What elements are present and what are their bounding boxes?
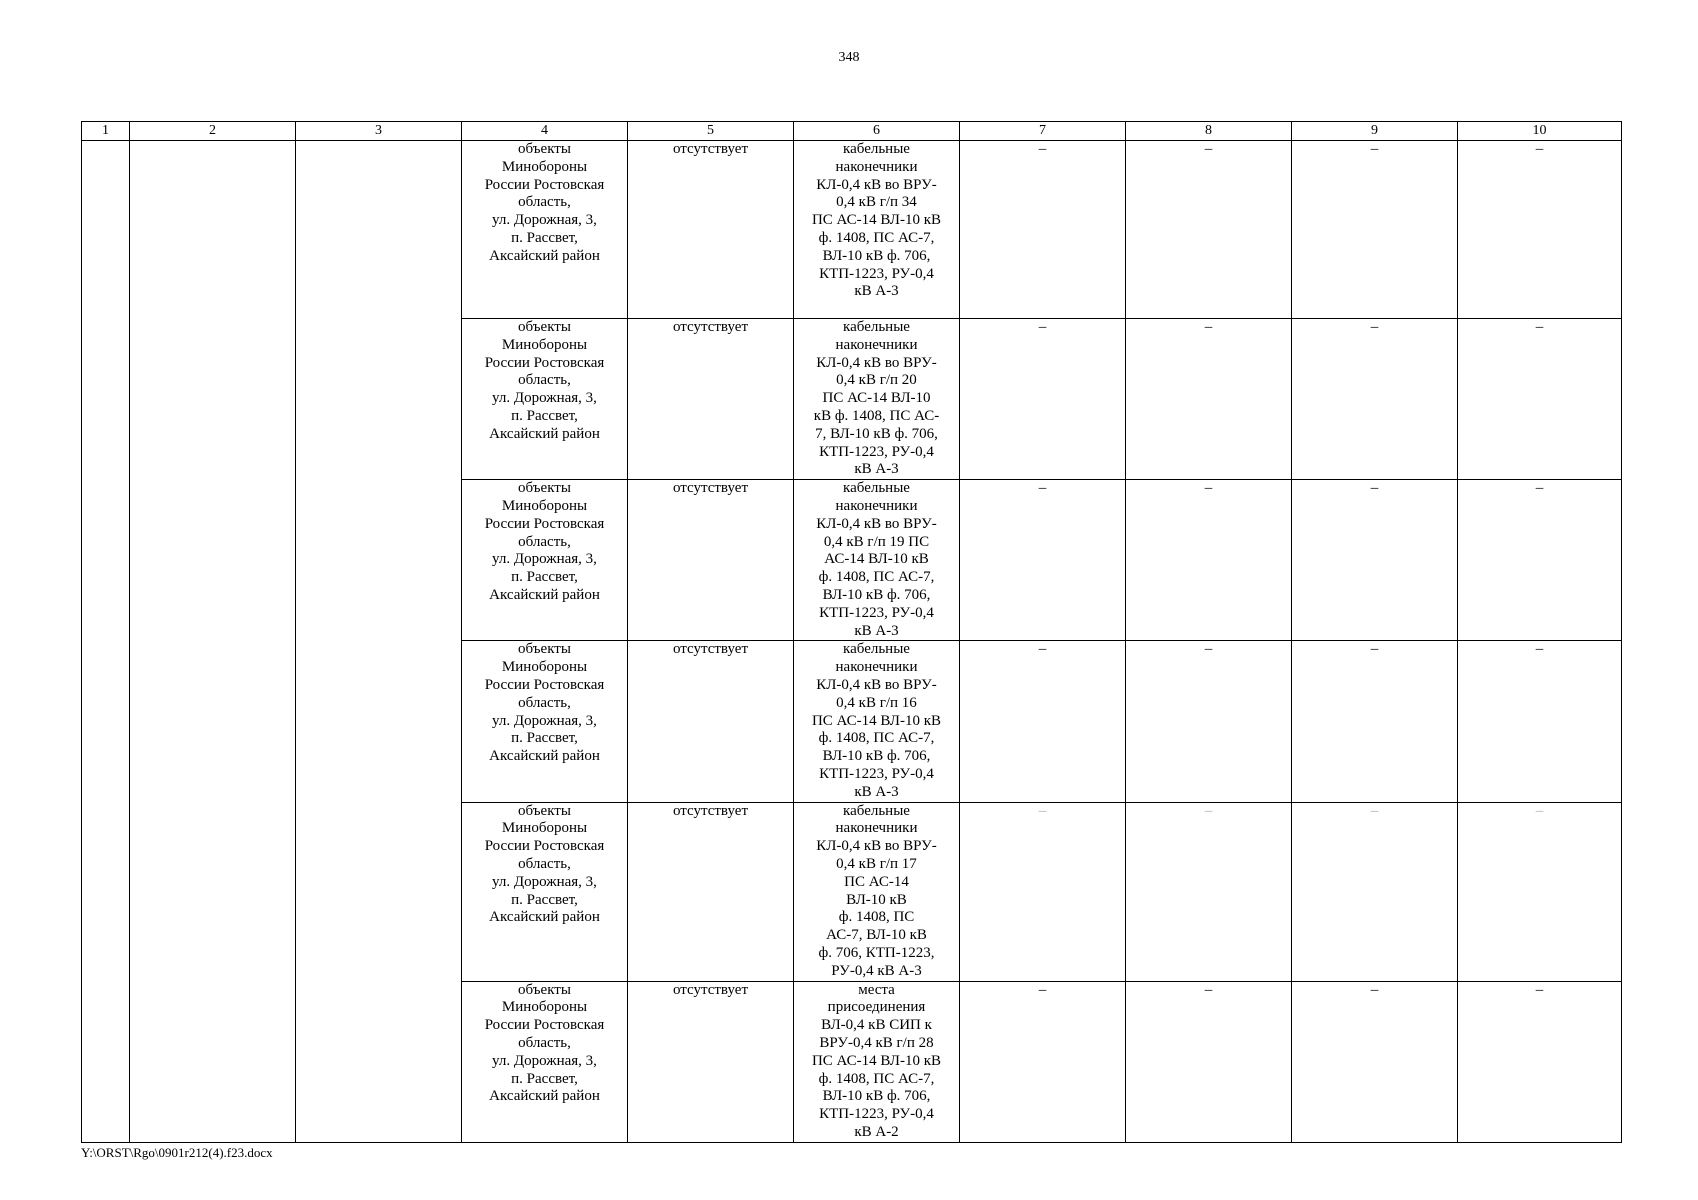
cell-description: кабельные наконечники КЛ-0,4 кВ во ВРУ- 0,4 кВ г/п 34 ПС АС-14 ВЛ-10 кВ ф. 1408, ПС АС-7, ВЛ-10 кВ ф. 706, КТП-1223, РУ-0,4 кВ А-3	[794, 141, 960, 319]
cell-status: отсутствует	[628, 802, 794, 981]
cell-dash: –	[1458, 480, 1622, 641]
cell-dash: –	[1458, 319, 1622, 480]
cell-dash: –	[1292, 480, 1458, 641]
cell-dash: –	[1292, 641, 1458, 802]
merged-cell-col1	[82, 141, 130, 1143]
cell-dash: –	[960, 480, 1126, 641]
merged-cell-col3	[296, 141, 462, 1143]
merged-cell-col2	[130, 141, 296, 1143]
cell-object-address: объекты Минобороны России Ростовская область, ул. Дорожная, 3, п. Рассвет, Аксайский район	[462, 480, 628, 641]
cell-dash: –	[960, 641, 1126, 802]
cell-dash: –	[1458, 802, 1622, 981]
column-header: 7	[960, 122, 1126, 141]
cell-description: кабельные наконечники КЛ-0,4 кВ во ВРУ- 0,4 кВ г/п 17 ПС АС-14 ВЛ-10 кВ ф. 1408, ПС АС-7, ВЛ-10 кВ ф. 706, КТП-1223, РУ-0,4 кВ А-3	[794, 802, 960, 981]
page-number: 348	[838, 50, 860, 65]
cell-dash: –	[1126, 641, 1292, 802]
cell-dash: –	[1458, 141, 1622, 319]
cell-dash: –	[1292, 981, 1458, 1142]
table-row	[82, 141, 1622, 319]
cell-object-address: объекты Минобороны России Ростовская область, ул. Дорожная, 3, п. Рассвет, Аксайский район	[462, 141, 628, 319]
cell-dash: –	[1126, 141, 1292, 319]
column-header: 6	[794, 122, 960, 141]
cell-dash: –	[960, 319, 1126, 480]
column-header: 1	[82, 122, 130, 141]
cell-dash: –	[1458, 641, 1622, 802]
cell-dash: –	[1126, 480, 1292, 641]
column-header: 5	[628, 122, 794, 141]
footer-file-path: Y:\ORST\Rgo\0901r212(4).f23.docx	[81, 1145, 273, 1160]
cell-dash: –	[1292, 141, 1458, 319]
cell-description: кабельные наконечники КЛ-0,4 кВ во ВРУ- 0,4 кВ г/п 19 ПС АС-14 ВЛ-10 кВ ф. 1408, ПС АС-7, ВЛ-10 кВ ф. 706, КТП-1223, РУ-0,4 кВ А-3	[794, 480, 960, 641]
cell-dash: –	[1126, 802, 1292, 981]
cell-status: отсутствует	[628, 641, 794, 802]
cell-object-address: объекты Минобороны России Ростовская область, ул. Дорожная, 3, п. Рассвет, Аксайский район	[462, 802, 628, 981]
cell-object-address: объекты Минобороны России Ростовская область, ул. Дорожная, 3, п. Рассвет, Аксайский район	[462, 641, 628, 802]
cell-dash: –	[1126, 981, 1292, 1142]
cell-dash: –	[1458, 981, 1622, 1142]
cell-dash: –	[960, 981, 1126, 1142]
cell-object-address: объекты Минобороны России Ростовская область, ул. Дорожная, 3, п. Рассвет, Аксайский район	[462, 319, 628, 480]
column-header: 8	[1126, 122, 1292, 141]
cell-dash: –	[960, 802, 1126, 981]
column-header: 9	[1292, 122, 1458, 141]
column-header: 3	[296, 122, 462, 141]
cell-description: кабельные наконечники КЛ-0,4 кВ во ВРУ- 0,4 кВ г/п 20 ПС АС-14 ВЛ-10 кВ ф. 1408, ПС АС- 7, ВЛ-10 кВ ф. 706, КТП-1223, РУ-0,4 кВ А-3	[794, 319, 960, 480]
cell-status: отсутствует	[628, 141, 794, 319]
column-number-row	[82, 122, 1622, 141]
cell-dash: –	[1292, 319, 1458, 480]
column-header: 10	[1458, 122, 1622, 141]
data-table	[81, 121, 1622, 1143]
cell-object-address: объекты Минобороны России Ростовская область, ул. Дорожная, 3, п. Рассвет, Аксайский район	[462, 981, 628, 1142]
cell-status: отсутствует	[628, 480, 794, 641]
column-header: 4	[462, 122, 628, 141]
cell-status: отсутствует	[628, 981, 794, 1142]
cell-dash: –	[1126, 319, 1292, 480]
cell-dash: –	[1292, 802, 1458, 981]
cell-dash: –	[960, 141, 1126, 319]
cell-status: отсутствует	[628, 319, 794, 480]
column-header: 2	[130, 122, 296, 141]
cell-description: места присоединения ВЛ-0,4 кВ СИП к ВРУ-0,4 кВ г/п 28 ПС АС-14 ВЛ-10 кВ ф. 1408, ПС АС-7, ВЛ-10 кВ ф. 706, КТП-1223, РУ-0,4 кВ А-2	[794, 981, 960, 1142]
cell-description: кабельные наконечники КЛ-0,4 кВ во ВРУ- 0,4 кВ г/п 16 ПС АС-14 ВЛ-10 кВ ф. 1408, ПС АС-7, ВЛ-10 кВ ф. 706, КТП-1223, РУ-0,4 кВ А-3	[794, 641, 960, 802]
